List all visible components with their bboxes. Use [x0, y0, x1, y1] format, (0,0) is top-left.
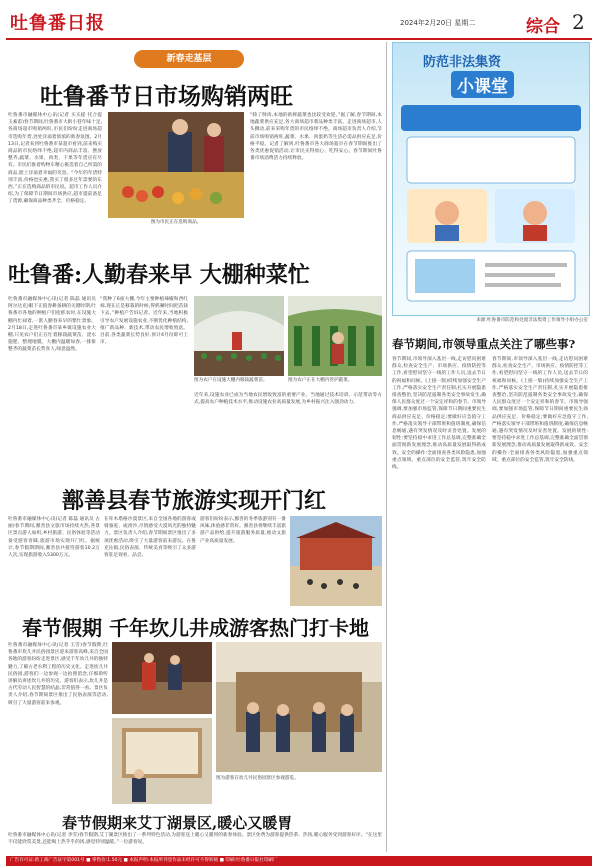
page-number: 2 [572, 10, 585, 34]
article1-body-left: 吐鲁番市融媒体中心讯(记者 买买提 托合提 玉素甫)春节期间,吐鲁番市大街小巷年味十足,各商场超市购销两旺,市民们纷纷走进商场超市选购年货,处处洋溢着浓浓的新春氛围。2月13日,记者来到吐鲁番市某超市看到,前来购买商品的市民络绎不绝,超市内商品丰富、摆放整齐,蔬菜、水果、肉类、干果等年货应有尽有。市民们推着购物车精心挑选着自己所需的商品,脸上洋溢着幸福的笑容。“今年的年货特别丰富,价格也实惠,我买了很多过年需要的东西。”正在选购商品的市民说。超市工作人员介绍,为了保障节日期间市场供应,超市提前备足了货源,确保商品种类齐全、价格稳定。 [8, 113, 102, 205]
article2-body-col1: 吐鲁番市融媒体中心讯(记者 陈磊 通讯员 阿尔达克)眼下正值春耕备耕的关键时期,吐鲁番市各地的种植户们抢抓农时,在设施大棚内忙碌着,一派人勤春来早的繁忙景象。2月18日,走进吐鲁番市某乡镇设施农业大棚,只见农户们正在忙着移栽蔬菜苗、浇水施肥、整理地膜。大棚内温暖如春,一排排整齐的蔬菜苗长势喜人,绿意盎然。 [8, 297, 96, 353]
banner-title: 防范非法集资 [423, 55, 502, 70]
banner-illustration [401, 105, 581, 305]
article1-body-right: “除了鲜肉,本地的新鲜蔬菜也比较受欢迎。”据了解,春节期间,本地蔬菜供应充足,各大商场超市菜品种类丰富。走进商场超市,人头攒动,前来采购年货的市民络绎不绝。商场超市负责人介绍,节前市场购销两旺,蔬菜、水果、肉蛋奶等生活必需品供应充足,价格平稳。记者了解到,吐鲁番市各大商场超市在春节期间推出了各类优惠促销活动,让市民买得放心、吃得安心。春节期间吐鲁番市场消费活力持续释放。 [250, 113, 382, 162]
karez-photo-2 [112, 718, 212, 804]
legal-education-banner [392, 42, 590, 316]
masthead [6, 6, 592, 40]
faq-title: 春节期间,市领导重点关注了哪些事? [392, 337, 576, 351]
article3-body-col3: 游客们纷纷表示,鄯善的冬季旅游别有一番风味,体验感非常好。鄯善县将继续丰富旅游产品供给,提升旅游服务质量,推动文旅产业高质量发展。 [200, 517, 286, 544]
section-title: 综合 [526, 17, 560, 37]
article2-body-col3: 近年来,设施农业已成为当地农民增收致富的重要产业。当地通过技术培训、示范带动等方式,提高农户种植技术水平,推动设施农业高质量发展,为乡村振兴注入强劲动力。 [194, 393, 382, 406]
article1-title: 吐鲁番节日市场购销两旺 [40, 83, 293, 110]
banner-source: 来源:吐鲁番市防范和处置非法集资工作领导小组办公室 [476, 318, 588, 323]
faq-body-col2: 春节期间,市领导深入基层一线,走访慰问困难群众,检查安全生产、市场供应、疫情防控等工作,看望慰问坚守一线的工作人员,送去节日的祝福和问候。(上接一版)持续加强安全生产工作,严格落实安全生产责任制,扎实开展隐患排查整治,坚决防范遏制各类安全事故发生,确保人民群众度过一个安定祥和的春节。市领导强调,要加强市场监管,保障节日期间重要民生商品供应充足、价格稳定;要做好应急值守工作,严格落实领导干部带班和值班制度,确保信息畅通,遇有突发情况及时妥善处置。发展的韧性:要坚持稳中求进工作总基调,完整准确全面贯彻新发展理念,推动高质量发展取得新成效。安全的操作:全面排查各类风险隐患,加强重点领域、重点部位的安全监管,筑牢安全防线。 [492, 357, 588, 463]
article3-body-col2: 在库木塔格沙漠景区,来自全国各地的游客或骑骆驼、或滑沙,尽情感受大漠风光的独特魅力。景区负责人介绍,春节期间景区推出了多项优惠活动,吸引了大量游客前来游玩。在鲁克沁镇,民俗表演、传统美食等吸引了众多游客驻足观看、品尝。 [104, 517, 196, 559]
newspaper-logo: 吐鲁番日报 [10, 13, 105, 34]
column-divider [386, 42, 387, 852]
market-photo [108, 112, 244, 218]
article3-body-col1: 吐鲁番市融媒体中心讯(记者 陈磊 通讯员 古丽)春节期间,鄯善县文旅市场持续火热,各景区景点游人如织,乡村旅游、民俗体验等活动备受游客青睐,旅游市场实现开门红。据统计,春节假期期间,鄯善县共接待游客10.2万人次,实现旅游收入5300万元。 [8, 517, 100, 559]
article4-title: 春节假期 千年坎儿井成游客热门打卡地 [22, 616, 369, 640]
tourism-photo [290, 516, 382, 606]
article2-caption-1: 图为农户在设施大棚内移栽蔬菜苗。 [194, 378, 268, 383]
section-badge: 新春走基层 [134, 50, 244, 68]
article5-title: 春节假期来艾丁湖景区,暖心又暖胃 [62, 814, 293, 832]
article2-title: 吐鲁番:人勤春来早 大棚种菜忙 [8, 262, 310, 288]
article4-caption: 图为游客在坎儿井民俗园景区参观游览。 [216, 776, 299, 781]
article4-body: 吐鲁番市融媒体中心讯(记者 王雪)春节假期,吐鲁番市坎儿井民俗园景区迎来游客高峰,来自全国各地的游客纷纷走进景区,感受千年坎儿井的独特魅力,了解古老水利工程的历史文化。走进坎儿井民俗园,游客们一边参观一边拍照留念,仔细聆听讲解员讲述坎儿井的历史。游客们表示,坎儿井是古代劳动人民智慧的结晶,非常值得一看。景区负责人介绍,春节期间景区推出了民俗表演等活动,吸引了大量游客前来参观。 [8, 643, 108, 706]
faq-body-col1: 春节期间,市领导深入基层一线,走访慰问困难群众,检查安全生产、市场供应、疫情防控等工作,看望慰问坚守一线的工作人员,送去节日的祝福和问候。(上接一版)持续加强安全生产工作,严格落实安全生产责任制,扎实开展隐患排查整治,坚决防范遏制各类安全事故发生,确保人民群众度过一个安定祥和的春节。市领导强调,要加强市场监管,保障节日期间重要民生商品供应充足、价格稳定;要做好应急值守工作,严格落实领导干部带班和值班制度,确保信息畅通,遇有突发情况及时妥善处置。发展的韧性:要坚持稳中求进工作总基调,完整准确全面贯彻新发展理念,推动高质量发展取得新成效。安全的操作:全面排查各类风险隐患,加强重点领域、重点部位的安全监管,筑牢安全防线。 [392, 357, 486, 471]
article2-caption-2: 图为农户正在大棚内管护蔬菜。 [288, 378, 353, 383]
article3-title: 鄯善县春节旅游实现开门红 [62, 488, 327, 514]
article1-caption: 图为市民正在选购商品。 [150, 220, 202, 225]
greenhouse-photo-1 [194, 296, 284, 376]
karez-photo-1 [112, 642, 212, 714]
issue-date: 2024年2月20日 星期二 [400, 19, 476, 27]
page-footer: 广告许可证:新工商广告证字第001号 ■ 零售价:1.50元 ■ 本报声明:本报所刊登作品未经许可不得转载 ■ 印刷:吐鲁番日报社印刷厂 [6, 856, 592, 866]
article5-body: 吐鲁番市融媒体中心讯(记者 李雪)春节假期,艾丁湖景区推出了一系列特色活动,为游客送上暖心又暖胃的新春体验。景区免费为游客提供热茶、热汤,暖心服务受到游客好评。“在这里不仅能欣赏美景,还能喝上热乎乎的汤,感觉特别温暖。”一位游客说。 [8, 833, 382, 846]
article2-body-col2: “我种了6座大棚,今年主要种植辣椒和西红柿,现在正是移栽的时候,得抓紧时间把苗栽下去。”种植户告诉记者。近年来,当地积极引导农户发展设施农业,不断优化种植结构,推广新品种、新技术,带动农民增收致富。目前,各类蔬菜长势良好,预计4月份即可上市。 [100, 297, 188, 346]
karez-photo-3 [216, 642, 382, 772]
greenhouse-photo-2 [288, 296, 382, 376]
banner-subtitle: 小课堂 [451, 71, 514, 98]
